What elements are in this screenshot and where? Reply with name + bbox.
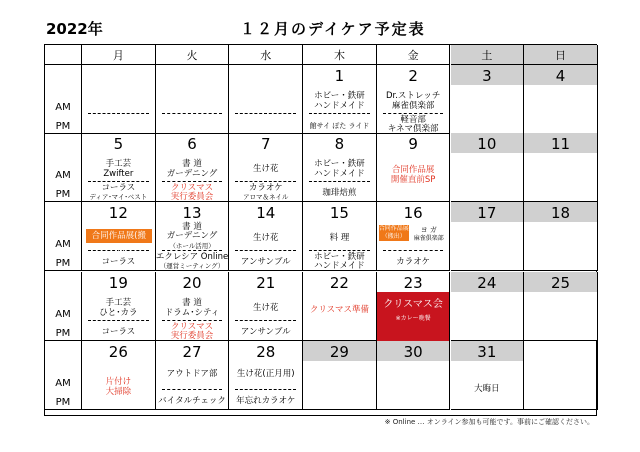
weekday-header: 水 [229, 45, 303, 65]
am-label: AM [55, 378, 71, 389]
day-cell [156, 341, 230, 410]
day-cell [303, 65, 377, 134]
am-activity: アウトドア部 [166, 369, 218, 379]
day-number: 15 [329, 204, 349, 222]
day-cell [229, 272, 303, 341]
am-activity: ハンドメイド [314, 101, 365, 111]
day-cell [451, 272, 525, 341]
weekday-header: 月 [82, 45, 156, 65]
day-cell [229, 65, 303, 134]
am-activity: 書 道 [182, 159, 202, 169]
am-activity: 生け花 [252, 233, 279, 243]
am-activity: 手工芸 [105, 159, 132, 169]
day-cell [377, 202, 451, 271]
am-activity: クリスマス準備 [309, 305, 370, 315]
weekday-header: 土 [451, 45, 525, 65]
am-activity: 麻雀倶楽部 [391, 101, 435, 111]
am-pm-divider [88, 181, 149, 182]
day-number: 7 [260, 135, 271, 153]
day-cell [303, 133, 377, 202]
am-pm-divider [162, 113, 223, 114]
pm-activity: 館サイ ぽた ライド [309, 122, 370, 130]
pm-activity: エクレシア Online [155, 252, 229, 262]
am-pm-divider [235, 113, 296, 114]
day-cell [451, 341, 525, 410]
weekday-header: 日 [524, 45, 598, 65]
am-activity: ドラム･シティ [164, 308, 220, 318]
am-pm-divider [88, 320, 149, 321]
am-pm-divider [162, 389, 223, 390]
am-activity: （ホール活用） [169, 242, 215, 250]
am-activity: ひと･カラ [99, 308, 138, 318]
pm-label: PM [55, 328, 71, 339]
am-pm-divider [162, 181, 223, 182]
day-number: 27 [182, 343, 202, 361]
day-number: 18 [550, 204, 571, 222]
day-number: 19 [108, 274, 128, 292]
day-number: 28 [256, 343, 276, 361]
am-activity: 合同作品展 [378, 225, 409, 232]
am-pm-divider [235, 320, 296, 321]
day-number: 26 [108, 343, 128, 361]
am-activity: ハンドメイド [314, 169, 365, 179]
day-number: 30 [403, 343, 423, 361]
day-number: 24 [477, 274, 497, 292]
day-cell [303, 202, 377, 271]
day-number: 17 [477, 204, 497, 222]
day-number: 11 [550, 135, 571, 153]
day-number: 12 [108, 204, 128, 222]
day-number: 1 [334, 67, 345, 85]
day-number: 6 [187, 135, 197, 153]
ampm-label-cell [45, 133, 82, 202]
am-activity: ※カレー晩餐 [395, 315, 431, 322]
day-cell [82, 65, 156, 134]
am-activity: Zwifter [103, 169, 134, 179]
day-number: 14 [256, 204, 276, 222]
am-activity: ガーデニング [166, 231, 218, 241]
calendar-grid [44, 44, 597, 416]
ampm-label-cell [45, 272, 82, 341]
day-number: 23 [403, 274, 423, 292]
day-cell [377, 341, 451, 410]
am-label: AM [55, 170, 71, 181]
day-cell [451, 65, 525, 134]
pm-activity: コーラス [101, 327, 136, 337]
am-pm-divider [162, 320, 223, 321]
day-cell [82, 272, 156, 341]
am-activity: 書 道 [182, 222, 202, 232]
day-cell [156, 133, 230, 202]
am-pm-divider [88, 113, 149, 114]
am-activity: ホビー・鉄研 [314, 91, 365, 101]
pm-activity: アンサンブル [240, 257, 291, 267]
day-number: 20 [182, 274, 202, 292]
day-cell [82, 202, 156, 271]
day-number: 8 [334, 135, 345, 153]
day-number: 2 [408, 67, 418, 85]
ampm-label-cell [45, 65, 82, 134]
am-activity: ヨ ガ [420, 226, 437, 234]
pm-activity: ホビー・鉄研 [314, 252, 365, 262]
day-cell [229, 133, 303, 202]
footnote: ※ Online … オンライン参加も可能です。事前にご確認ください。 [384, 418, 594, 426]
weekday-header: 木 [303, 45, 377, 65]
am-activity: 合同作品展 [391, 165, 435, 175]
am-pm-divider [235, 389, 296, 390]
day-cell [377, 65, 451, 134]
day-cell [524, 272, 598, 341]
am-pm-divider [309, 113, 370, 114]
am-label: AM [55, 309, 71, 320]
day-number: 29 [329, 343, 349, 361]
pm-activity: クリスマス [170, 322, 214, 332]
ampm-label-cell [45, 341, 82, 410]
weekday-header: 火 [156, 45, 230, 65]
pm-activity: コーラス [101, 257, 136, 267]
am-activity: 生け花 [252, 164, 279, 174]
am-activity: （搬出） [379, 233, 409, 241]
day-cell [82, 133, 156, 202]
day-cell [524, 341, 598, 410]
day-cell [229, 341, 303, 410]
day-number: 5 [113, 135, 124, 153]
day-number: 25 [550, 274, 571, 292]
am-label: AM [55, 239, 71, 250]
pm-activity: アンサンブル [240, 327, 291, 337]
day-cell [524, 202, 598, 271]
am-activity: 生け花(正月用) [236, 369, 295, 379]
am-activity: ホビー・鉄研 [314, 159, 365, 169]
pm-activity: 実行委員会 [170, 192, 214, 202]
am-pm-divider [383, 250, 444, 251]
day-number: 21 [256, 274, 276, 292]
ampm-label-cell [45, 202, 82, 271]
am-label: AM [55, 102, 71, 113]
pm-activity: カラオケ [248, 183, 283, 193]
day-number: 22 [329, 274, 349, 292]
am-activity: 書 道 [182, 298, 202, 308]
am-activity: 合同作品展(搬入) [86, 229, 152, 243]
pm-activity: カラオケ [396, 257, 431, 267]
page-title: １２月のデイケア予定表 [240, 20, 426, 38]
am-activity: 料 理 [329, 233, 350, 243]
day-cell [451, 202, 525, 271]
day-cell [82, 341, 156, 410]
day-cell [303, 272, 377, 341]
pm-activity: 軽音部 [400, 115, 426, 125]
pm-activity: ハンドメイド [314, 261, 365, 271]
am-activity: クリスマス会 [383, 299, 443, 310]
pm-activity: ディア･マイ･ベスト [89, 193, 148, 201]
am-pm-divider [309, 250, 370, 251]
am-activity: 生け花 [252, 303, 279, 313]
am-activity: 手工芸 [105, 298, 132, 308]
day-cell [377, 133, 451, 202]
day-cell [303, 341, 377, 410]
day-number: 3 [482, 67, 492, 85]
day-cell [156, 202, 230, 271]
am-pm-divider [235, 250, 296, 251]
day-number: 31 [477, 343, 497, 361]
pm-activity: キネマ倶楽部 [387, 124, 439, 134]
pm-label: PM [55, 258, 71, 269]
day-cell [451, 133, 525, 202]
day-cell [377, 272, 451, 341]
am-activity: 開催直前SP [390, 175, 436, 185]
day-number: 4 [555, 67, 566, 85]
pm-label: PM [55, 189, 71, 200]
pm-activity: アロマ＆ネイル [243, 193, 289, 201]
weekday-header: 金 [377, 45, 451, 65]
pm-activity: コーラス [101, 183, 136, 193]
day-number: 9 [408, 135, 418, 153]
day-cell [156, 65, 230, 134]
pm-label: PM [55, 397, 71, 408]
am-activity: 麻雀倶楽部 [413, 235, 444, 242]
pm-activity: 年忘れカラオケ [236, 396, 296, 406]
am-activity: 片付け [105, 377, 132, 387]
day-cell [524, 65, 598, 134]
day-cell [229, 202, 303, 271]
day-number: 16 [403, 204, 423, 222]
am-activity: Dr.ストレッチ [385, 91, 441, 101]
header-corner [45, 45, 82, 65]
am-pm-divider [383, 113, 444, 114]
am-activity: 大掃除 [105, 387, 132, 397]
pm-activity: （運営ミーティング） [159, 262, 225, 270]
am-pm-divider [309, 181, 370, 182]
am-activity: 大晦日 [474, 384, 500, 394]
day-number: 10 [477, 135, 497, 153]
day-cell [156, 272, 230, 341]
day-number: 13 [182, 204, 202, 222]
pm-activity: バイタルチェック [158, 396, 226, 406]
pm-label: PM [55, 121, 71, 132]
pm-activity: 珈琲焙煎 [322, 188, 357, 198]
pm-activity: 実行委員会 [170, 331, 214, 341]
pm-activity: クリスマス [170, 183, 214, 193]
am-pm-divider [235, 181, 296, 182]
am-activity: ガーデニング [166, 169, 218, 179]
day-cell [524, 133, 598, 202]
year-label: 2022年 [46, 20, 103, 38]
